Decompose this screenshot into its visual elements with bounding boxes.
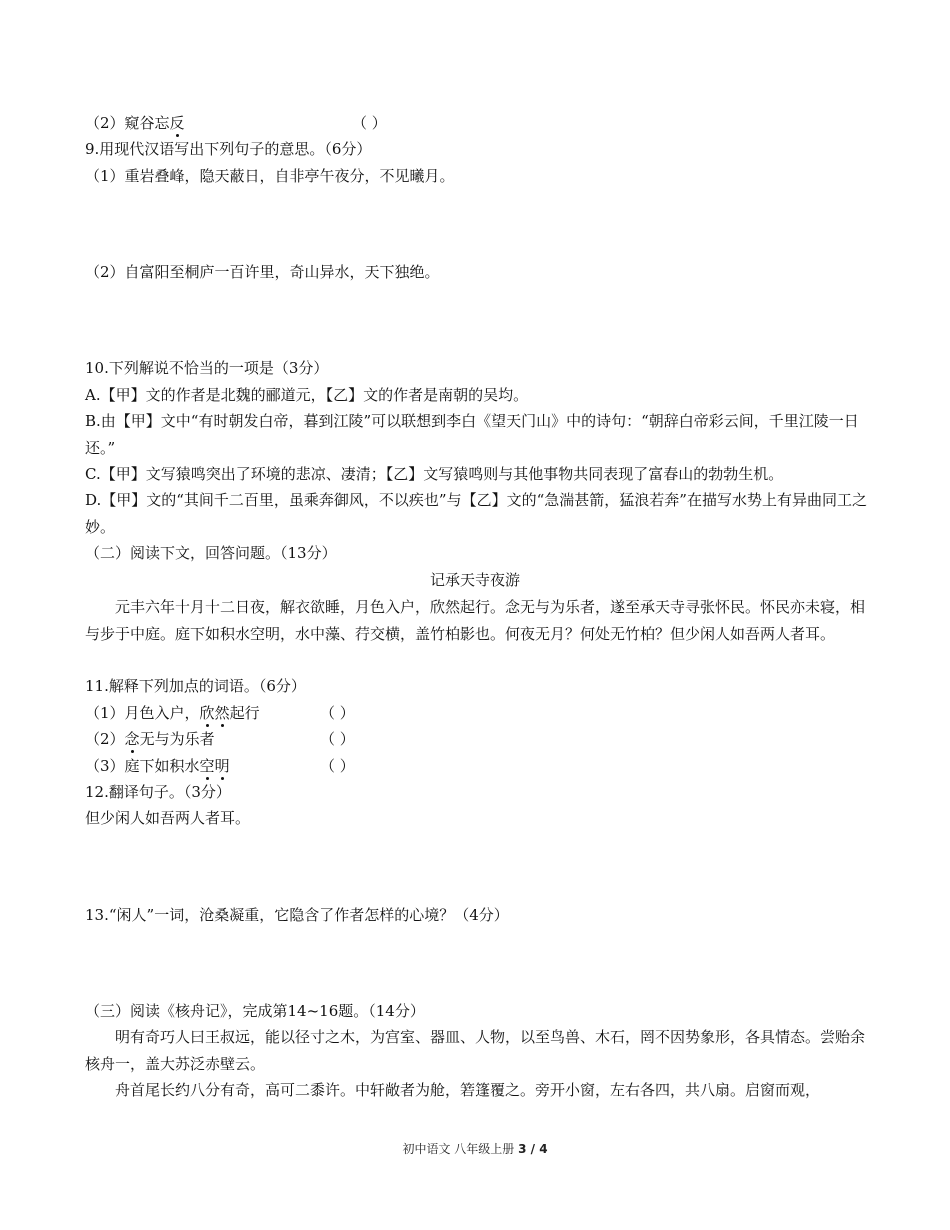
q10-option-a: A.【甲】文的作者是北魏的郦道元，【乙】文的作者是南朝的吴均。 [85, 386, 529, 404]
q12-title: 12.翻译句子。（3分） [85, 783, 231, 801]
dotted-char: 反 [169, 114, 185, 132]
q9-sentence-2: （2）自富阳至桐庐一百许里，奇山异水，天下独绝。 [85, 263, 440, 281]
answer-paren: （ ） [352, 114, 387, 132]
passage-text: 元丰六年十月十二日夜，解衣欲睡，月色入户，欣然起行。念无与为乐者，遂至承天寺寻张怀民。怀民亦未寝，相与步于中庭。庭下如积水空明，水中藻、荇交横，盖竹柏影也。何夜无月？何处无竹柏？但少闲人如吾两人者耳。 [85, 598, 866, 643]
section-3-heading: （三）阅读《核舟记》，完成第14~16题。（14分） [85, 1002, 425, 1020]
q10-option-b: B.由【甲】文中“有时朝发白帝，暮到江陵”可以联想到李白《望天门山》中的诗句：“朝辞白帝彩云间，千里江陵一日还。” [85, 412, 859, 457]
q8-item-2 [85, 113, 868, 133]
section-2-heading: （二）阅读下文，回答问题。（13分） [85, 544, 337, 562]
q10-title: 10.下列解说不恰当的一项是（3分） [85, 359, 329, 377]
dotted-char: 空 [199, 757, 215, 775]
page-footer [0, 1140, 950, 1157]
q11-item-1: （1）月色入户，欣然起行 [85, 704, 260, 722]
q10-option-c: C.【甲】文写猿鸣突出了环境的悲凉、凄清；【乙】文写猿鸣则与其他事物共同表现了富春山的勃勃生机。 [85, 465, 784, 483]
passage-paragraph-1: 明有奇巧人曰王叔远，能以径寸之木，为宫室、器皿、人物，以至鸟兽、木石，罔不因势象形，各具情态。尝贻余核舟一，盖大苏泛赤壁云。 [85, 1028, 866, 1073]
q10-option-d: D.【甲】文的“其间千二百里，虽乘奔御风，不以疾也”与【乙】文的“急湍甚箭，猛浪若奔”在描写水势上有异曲同工之妙。 [85, 491, 867, 536]
dotted-char: 明 [214, 757, 230, 775]
dotted-char: 然 [214, 704, 230, 722]
answer-paren: （ ） [320, 730, 355, 748]
q8-item-2-text: （2）窥谷忘 [85, 114, 170, 132]
q13-title: 13.“闲人”一词，沧桑凝重，它隐含了作者怎样的心境？（4分） [85, 906, 509, 924]
dotted-char: 念 [124, 730, 140, 748]
footer-label: 初中语文 八年级上册 [402, 1142, 515, 1156]
q11-item-2: （2）念无与为乐者 [85, 730, 215, 748]
dotted-char: 欣 [199, 704, 215, 722]
answer-paren: （ ） [320, 704, 355, 722]
q9-title: 9.用现代汉语写出下列句子的意思。（6分） [85, 140, 372, 158]
q11-title: 11.解释下列加点的词语。（6分） [85, 677, 306, 695]
q11-item-3: （3）庭下如积水空明 [85, 757, 230, 775]
passage-title: 记承天寺夜游 [429, 571, 520, 589]
page-number: 3 / 4 [518, 1142, 548, 1156]
answer-paren: （ ） [320, 757, 355, 775]
q12-sentence: 但少闲人如吾两人者耳。 [85, 809, 251, 827]
passage-paragraph-2: 舟首尾长约八分有奇，高可二黍许。中轩敞者为舱，箬篷覆之。旁开小窗，左右各四，共八扇。启窗而观， [115, 1081, 821, 1099]
q9-sentence-1: （1）重岩叠峰，隐天蔽日，自非亭午夜分，不见曦月。 [85, 167, 455, 185]
